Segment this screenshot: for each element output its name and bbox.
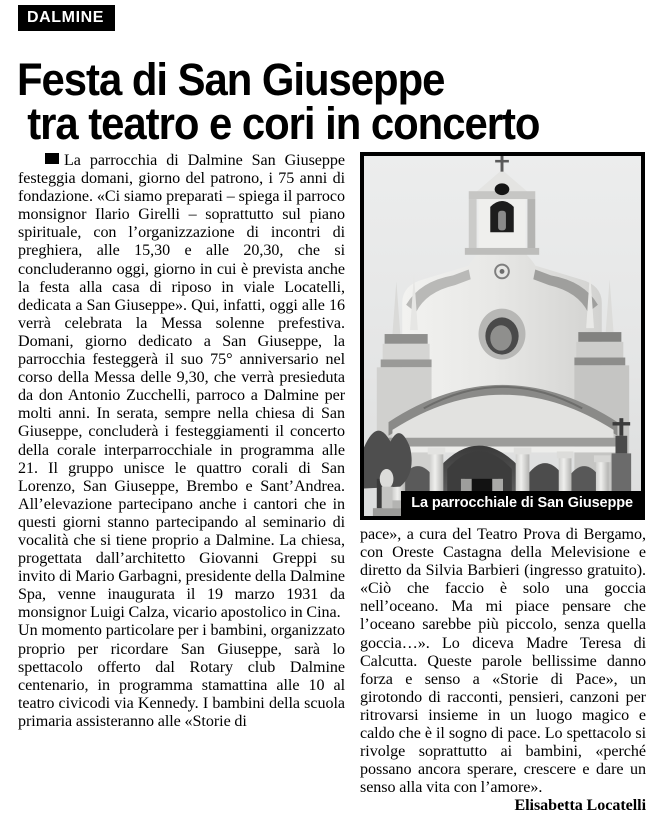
lead-paragraph-text: La parrocchia di Dalmine San Giuseppe festeggia domani, giorno del patrono, i 75 anni di fondazione. «Ci siamo preparati – spiega il parroco monsignor Ilario Girelli – soprattutto sul piano spirituale, con l’organizzazione di incontri di preghiera, alle 15,30 e alle 20,30, che si concluderanno oggi, giorno in cui è prevista anche la festa alla casa di riposo in viale Locatelli, dedicata a San Giuseppe». Qui, infatti, oggi alle 16 verrà celebrata la Messa solenne prefestiva. Domani, giorno dedicato a San Giuseppe, la parrocchia festeggerà il suo 75° anniversario nel corso della Messa delle 9,30, che verrà presieduta da don Antonio Zucchelli, parroco a Dalmine per molti anni. In serata, sempre nella chiesa di San Giuseppe, concluderà i festeggiamenti il concerto della corale interparrocchiale in programma alle 21. Il gruppo unisce le quattro corali di San Lorenzo, San Giuseppe, Brembo e Sant’Andrea. All’elevazione partecipano anche i cantori che in questi giorni stanno partecipando al seminario di vocalità che si tiene proprio a Dalmine. La chiesa, progettata dall’architetto Giovanni Greppi su invito di Mario Garbagni, presidente della Dalmine Spa, venne inaugurata il 19 marzo 1931 da monsignor Luigi Calza, vicario apostolico in Cina. bbox=[18, 152, 345, 622]
article-headline bbox=[17, 54, 594, 149]
body-column-left bbox=[18, 152, 345, 731]
church-facade-photo bbox=[364, 156, 641, 516]
headline-line-1: Festa di San Giuseppe bbox=[17, 54, 445, 106]
article-byline: Elisabetta Locatelli bbox=[514, 797, 646, 815]
article-photo bbox=[360, 152, 645, 520]
body-column-right bbox=[360, 526, 646, 816]
right-paragraph-1: pace», a cura del Teatro Prova di Bergamo, con Oreste Castagna della Melevisione e diretto da Silvia Barbieri (ingresso gratuito). «Ciò che faccio è solo una goccia nell’oceano. Ma mi piace pensare che l’oceano sarebbe più piccolo, senza quella goccia…». Lo diceva Madre Teresa di Calcutta. Queste parole bellissime danno forza e senso a «Storie di Pace», un girotondo di racconti, pensieri, canzoni per ritrovarsi insieme in un luogo magico e caldo che è il sogno di pace. Lo spettacolo si rivolge soprattutto ai bambini, «perché possano ancora sperare, crescere e dare un senso alla vita con l’amore». bbox=[360, 526, 646, 797]
section-kicker-dalmine: DALMINE bbox=[18, 5, 115, 31]
left-paragraph-2: Un momento particolare per i bambini, organizzato proprio per ricordare San Giuseppe, sarà lo spettacolo offerto dal Rotary club Dalmine centenario, in programma stamattina alle 10 al teatro civicodi via Kennedy. I bambini della scuola primaria assisteranno alle «Storie di bbox=[18, 622, 345, 730]
lead-paragraph bbox=[18, 152, 345, 622]
photo-caption: La parrocchiale di San Giuseppe bbox=[401, 491, 641, 517]
headline-line-2: tra teatro e cori in concerto bbox=[27, 97, 540, 149]
lead-square-bullet bbox=[45, 153, 59, 164]
section-kicker-container bbox=[18, 5, 115, 31]
